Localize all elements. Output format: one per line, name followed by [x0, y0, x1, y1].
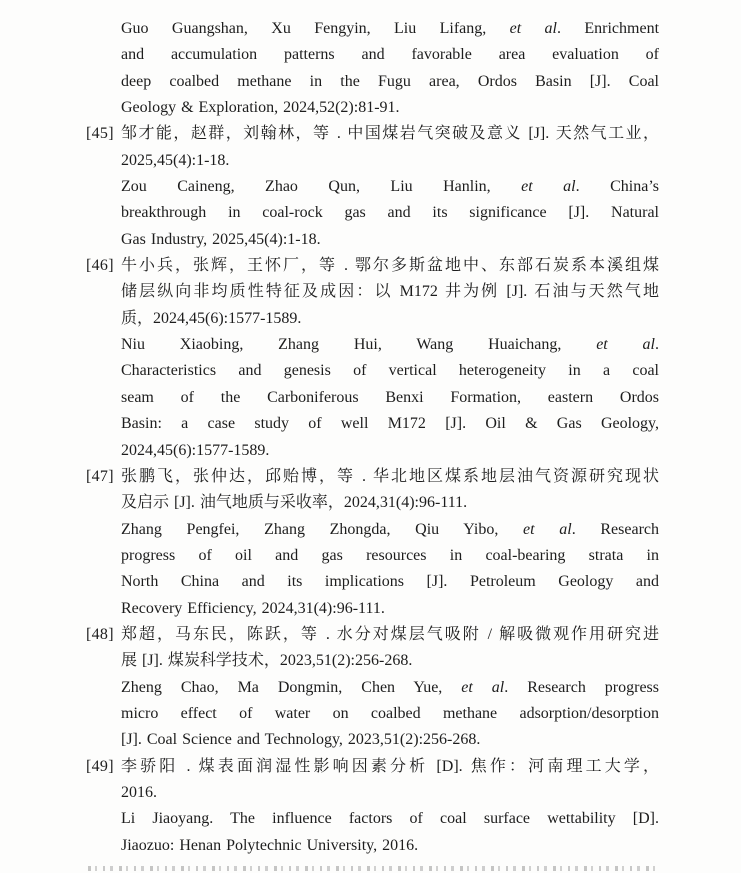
- et-al-italic: et al: [596, 336, 656, 354]
- et-al-italic: et al: [461, 678, 505, 696]
- reference-line: Recovery Efficiency, 2024,31(4):96-111.: [121, 599, 385, 617]
- reference-line: Basin: a case study of well M172 [J]. Oil & Gas Geology,: [121, 415, 659, 433]
- reference-line: Guo Guangshan, Xu Fengyin, Liu Lifang, et al. Enrichment: [121, 20, 659, 37]
- reference-line: North China and its implications [J]. Petroleum Geology and: [121, 573, 659, 591]
- reference-line: 质，2024,45(6):1577-1589.: [121, 309, 302, 327]
- reference-line: Characteristics and genesis of vertical heterogeneity in a coal: [121, 362, 659, 380]
- reference-line: 2024,45(6):1577-1589.: [121, 441, 270, 459]
- reference-line: Li Jiaoyang. The influence factors of coal surface wettability [D].: [121, 810, 659, 828]
- reference-number: [49]: [86, 757, 114, 775]
- reference-line: Zou Caineng, Zhao Qun, Liu Hanlin, et al. China’s: [121, 178, 659, 196]
- reference-line: deep coalbed methane in the Fugu area, Ordos Basin [J]. Coal: [121, 72, 659, 90]
- reference-line: Jiaozuo: Henan Polytechnic University, 2016.: [121, 836, 419, 854]
- reference-line: 邹才能，赵群，刘翰林，等 . 中国煤岩气突破及意义 [J]. 天然气工业，: [121, 125, 659, 143]
- reference-number: [45]: [86, 125, 114, 143]
- clipped-next-line: [88, 866, 656, 871]
- reference-number: [47]: [86, 467, 114, 485]
- reference-entry: [86, 16, 659, 121]
- reference-line: 及启示 [J]. 油气地质与采收率，2024,31(4):96-111.: [121, 494, 468, 512]
- reference-line: Zheng Chao, Ma Dongmin, Chen Yue, et al. Research progress: [121, 678, 659, 696]
- reference-line: Zhang Pengfei, Zhang Zhongda, Qiu Yibo, et al. Research: [121, 520, 659, 538]
- reference-line: seam of the Carboniferous Benxi Formation, eastern Ordos: [121, 388, 659, 406]
- reference-line: 展 [J]. 煤炭科学技术，2023,51(2):256-268.: [121, 652, 413, 670]
- reference-line: 李骄阳 . 煤表面润湿性影响因素分析 [D]. 焦作：河南理工大学，: [121, 757, 659, 775]
- reference-line: Gas Industry, 2025,45(4):1-18.: [121, 230, 321, 248]
- reference-line: 郑超，马东民，陈跃，等 . 水分对煤层气吸附 / 解吸微观作用研究进: [121, 625, 659, 643]
- reference-entry: [86, 253, 659, 464]
- reference-line: 2016.: [121, 783, 157, 801]
- reference-line: Niu Xiaobing, Zhang Hui, Wang Huaichang, et al.: [121, 336, 659, 354]
- reference-entry: [86, 464, 659, 622]
- reference-entry: [86, 754, 659, 859]
- et-al-italic: et al: [523, 520, 572, 538]
- references-list: [86, 16, 659, 859]
- reference-number: [48]: [86, 625, 114, 643]
- reference-line: 张鹏飞，张仲达，邱贻博，等 . 华北地区煤系地层油气资源研究现状: [121, 467, 659, 485]
- reference-entry: [86, 121, 659, 253]
- reference-line: progress of oil and gas resources in coal-bearing strata in: [121, 546, 659, 564]
- reference-line: Geology & Exploration, 2024,52(2):81-91.: [121, 99, 400, 117]
- reference-line: [J]. Coal Science and Technology, 2023,51(2):256-268.: [121, 731, 481, 749]
- reference-line: micro effect of water on coalbed methane adsorption/desorption: [121, 704, 659, 722]
- et-al-italic: et al: [521, 178, 576, 196]
- reference-line: 2025,45(4):1-18.: [121, 151, 230, 169]
- reference-entry: [86, 622, 659, 754]
- reference-line: 牛小兵，张辉，王怀厂，等 . 鄂尔多斯盆地中、东部石炭系本溪组煤: [121, 257, 659, 275]
- reference-line: 储层纵向非均质性特征及成因：以 M172 井为例 [J]. 石油与天然气地: [121, 283, 659, 301]
- reference-line: breakthrough in coal-rock gas and its significance [J]. Natural: [121, 204, 659, 222]
- reference-line: and accumulation patterns and favorable area evaluation of: [121, 46, 659, 64]
- reference-number: [46]: [86, 257, 114, 275]
- et-al-italic: et al: [509, 20, 557, 37]
